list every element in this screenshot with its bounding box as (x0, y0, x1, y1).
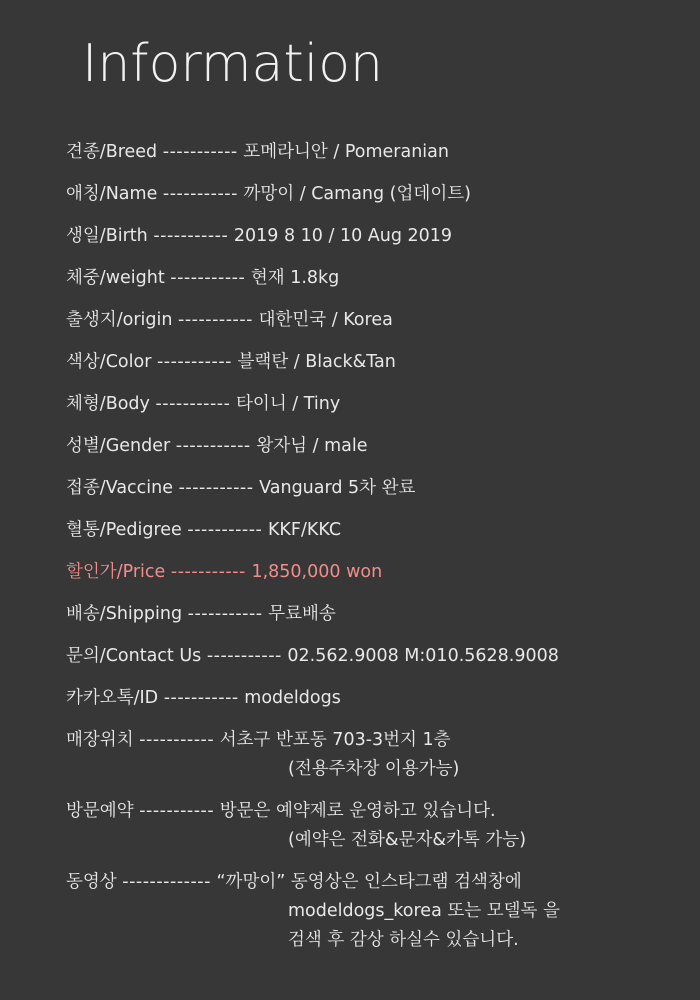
video-line-1 (66, 868, 696, 897)
info-row-visit (66, 797, 696, 855)
row-label: 출생지/origin (66, 310, 173, 330)
row-dash: ----------- (139, 801, 215, 821)
row-label: 카카오톡/ID (66, 688, 159, 708)
row-value: Vanguard 5차 완료 (259, 478, 416, 498)
row-value: “까망이” 동영상은 인스타그램 검색창에 (216, 872, 522, 892)
row-value: 타이니 / Tiny (236, 394, 341, 414)
info-row-contact (66, 642, 696, 684)
row-dash: ----------- (187, 604, 263, 624)
info-row-body (66, 390, 696, 432)
row-label: 접종/Vaccine (66, 478, 174, 498)
video-line-2: modeldogs_korea 또는 모델독 을 (288, 901, 560, 921)
row-label: 성별/Gender (66, 436, 171, 456)
row-value: 서초구 반포동 703-3번지 1층 (219, 730, 451, 750)
row-value: 까망이 / Camang (업데이트) (243, 184, 471, 204)
row-dash: ----------- (139, 730, 215, 750)
row-value: 포메라니안 / Pomeranian (243, 142, 449, 162)
row-label: 배송/Shipping (66, 604, 183, 624)
row-dash: ----------- (163, 688, 239, 708)
info-row-name (66, 180, 696, 222)
row-label: 애칭/Name (66, 184, 158, 204)
row-dash: ----------- (155, 394, 231, 414)
row-label: 할인가/Price (66, 562, 166, 582)
contact-phone: 02.562.9008 M:010.5628.9008 (287, 646, 559, 666)
info-row-video (66, 868, 696, 955)
row-label: 색상/Color (66, 352, 152, 372)
info-row-pedigree (66, 516, 696, 558)
page-title: Information (82, 34, 384, 94)
row-dash: ----------- (162, 142, 238, 162)
row-label: 동영상 (66, 872, 117, 892)
info-row-kakao (66, 684, 696, 726)
row-dash: ----------- (153, 226, 229, 246)
row-value: KKF/KKC (267, 520, 342, 540)
row-dash: ----------- (156, 352, 232, 372)
info-row-origin (66, 306, 696, 348)
info-row-gender (66, 432, 696, 474)
location-line-1 (66, 726, 696, 755)
row-label: 견종/Breed (66, 142, 158, 162)
row-dash: ----------- (175, 436, 251, 456)
row-dash: ----------- (170, 268, 246, 288)
info-row-price (66, 558, 696, 600)
row-dash: ----------- (206, 646, 282, 666)
row-value: 무료배송 (268, 604, 336, 624)
info-row-breed (66, 138, 696, 180)
row-value: 대한민국 / Korea (258, 310, 393, 330)
info-list (66, 138, 696, 968)
row-label: 문의/Contact Us (66, 646, 202, 666)
row-dash: ------------- (122, 872, 211, 892)
row-dash: ----------- (162, 184, 238, 204)
location-line-2: (전용주차장 이용가능) (288, 759, 460, 779)
info-row-birth (66, 222, 696, 264)
row-dash: ----------- (187, 520, 263, 540)
row-label: 매장위치 (66, 730, 134, 750)
row-label: 방문예약 (66, 801, 134, 821)
row-label: 체형/Body (66, 394, 150, 414)
row-value: 방문은 예약제로 운영하고 있습니다. (219, 801, 496, 821)
row-label: 체중/weight (66, 268, 165, 288)
row-dash: ----------- (170, 562, 246, 582)
visit-line-1 (66, 797, 696, 826)
row-value: 왕자님 / male (256, 436, 368, 456)
row-value: 블랙탄 / Black&Tan (237, 352, 396, 372)
kakao-id: modeldogs (244, 688, 341, 708)
row-value: 2019 8 10 / 10 Aug 2019 (233, 226, 453, 246)
info-row-vaccine (66, 474, 696, 516)
info-row-color (66, 348, 696, 390)
video-line-3: 검색 후 감상 하실수 있습니다. (288, 930, 519, 950)
info-row-location (66, 726, 696, 784)
row-label: 혈통/Pedigree (66, 520, 182, 540)
row-label: 생일/Birth (66, 226, 148, 246)
row-value: 현재 1.8kg (250, 268, 340, 288)
price-value: 1,850,000 won (251, 562, 383, 582)
row-dash: ----------- (178, 310, 253, 330)
info-row-weight (66, 264, 696, 306)
info-row-shipping (66, 600, 696, 642)
visit-line-2: (예약은 전화&문자&카톡 가능) (288, 830, 527, 850)
row-dash: ----------- (178, 478, 254, 498)
